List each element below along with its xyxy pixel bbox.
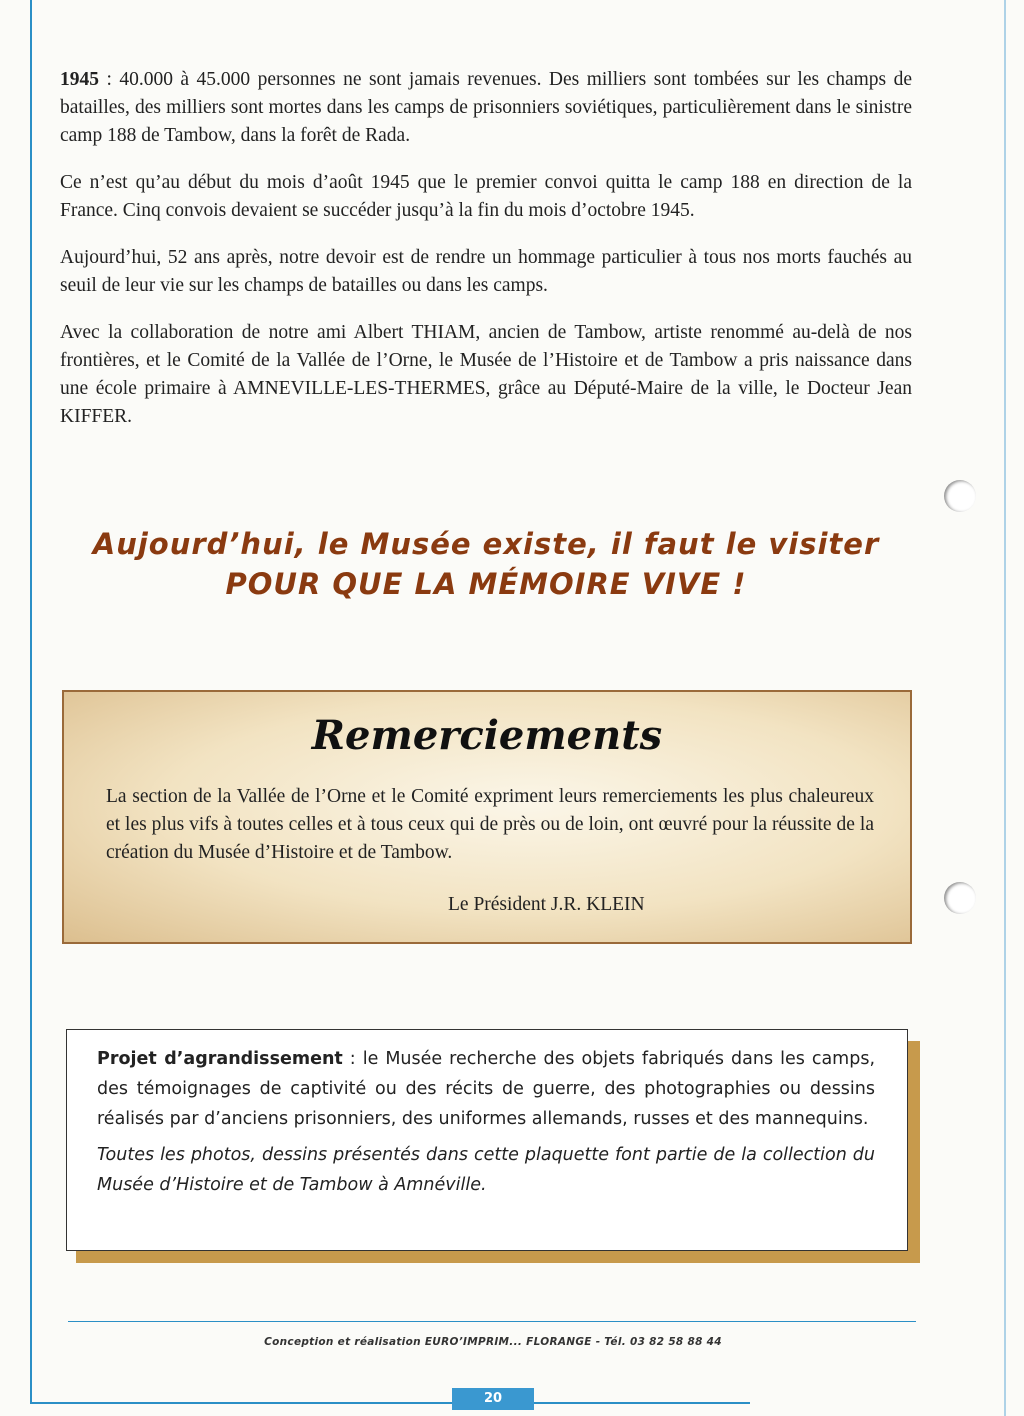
page-frame-bottom [30, 1402, 750, 1404]
slogan-line-2: POUR QUE LA MÉMOIRE VIVE ! [225, 567, 747, 601]
paragraph-1945 [60, 66, 912, 150]
project-box [66, 1029, 908, 1251]
thanks-title: Remerciements [311, 712, 663, 759]
museum-slogan [56, 524, 916, 604]
paragraph-museum-origin: Avec la collaboration de notre ami Albert THIAM, ancien de Tambow, artiste renommé au-delà de nos frontières, et le Comité de la Vallée de l’Orne, le Musée de l’Histoire et de Tambow a pris naissance dans une école primaire à AMNEVILLE-LES-THERMES, grâce au Député-Maire de la ville, le Docteur Jean KIFFER. [60, 322, 912, 427]
binder-hole-bottom [944, 882, 976, 914]
slogan-line-1: Aujourd’hui, le Musée existe, il faut le visiter [92, 527, 880, 561]
page-frame-left [30, 0, 32, 1404]
footer-credit: Conception et réalisation EURO’IMPRIM... FLORANGE - Tél. 03 82 58 88 44 [264, 1336, 722, 1348]
page-number: 20 [452, 1388, 534, 1410]
year-1945: 1945 [60, 69, 99, 90]
binder-hole-top [944, 480, 976, 512]
footer-rule [68, 1321, 916, 1322]
project-text: : le Musée recherche des objets fabriqués dans les camps, des témoignages de captivité ou des récits de guerre, des photographies ou dessins réalisés par d’anciens prisonniers, des uniformes allemands, russes et des mannequins. [97, 1049, 876, 1129]
page-edge-right [1004, 0, 1006, 1416]
thanks-signature: Le Président J.R. KLEIN [448, 894, 645, 915]
thanks-box [62, 690, 912, 944]
paragraph-convoys: Ce n’est qu’au début du mois d’août 1945 que le premier convoi quitta le camp 188 en direction de la France. Cinq convois devaient se succéder jusqu’à la fin du mois d’octobre 1945. [60, 172, 912, 221]
paragraph-1945-text: : 40.000 à 45.000 personnes ne sont jamais revenues. Des milliers sont tombées sur les champs de batailles, des milliers sont mortes dans les camps de prisonniers soviétiques, particulièrement dans le sinistre camp 188 de Tambow, dans la forêt de Rada. [60, 69, 912, 146]
thanks-text: La section de la Vallée de l’Orne et le Comité expriment leurs remerciements les plus chaleureux et les plus vifs à toutes celles et à tous ceux qui de près ou de loin, ont œuvré pour la réussite de la création du Musée d’Histoire et de Tambow. [106, 786, 874, 863]
project-paragraph [97, 1044, 875, 1134]
project-note: Toutes les photos, dessins présentés dans cette plaquette font partie de la collection du Musée d’Histoire et de Tambow à Amnéville. [97, 1145, 875, 1195]
project-lead: Projet d’agrandissement [97, 1049, 343, 1069]
paragraph-hommage: Aujourd’hui, 52 ans après, notre devoir est de rendre un hommage particulier à tous nos morts fauchés au seuil de leur vie sur les champs de batailles ou dans les camps. [60, 247, 912, 296]
intro-text [60, 66, 912, 450]
